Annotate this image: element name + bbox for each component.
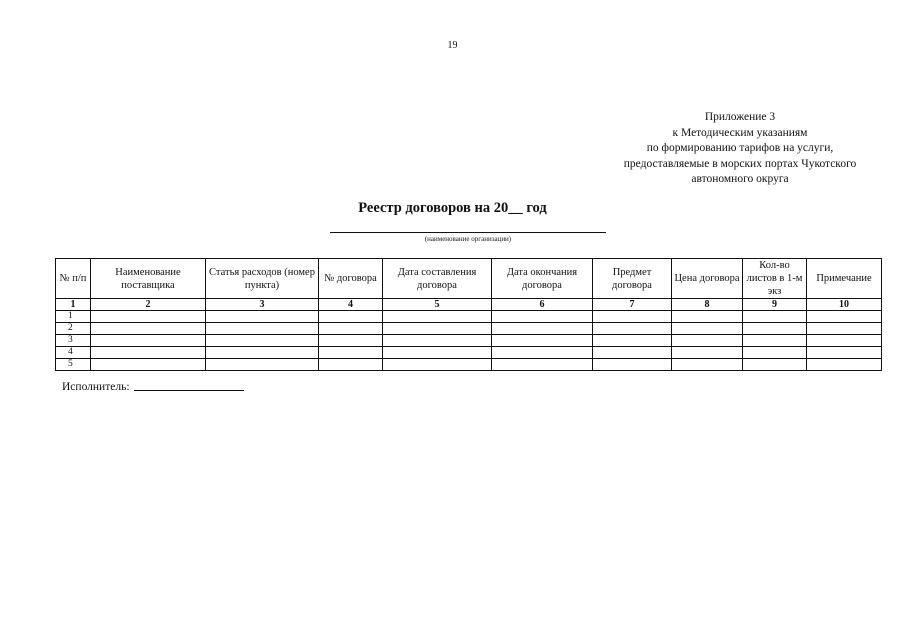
appendix-line: к Методическим указаниям	[672, 126, 808, 139]
header-cell: Кол-во листов в 1-м экз	[743, 259, 807, 299]
empty-cell	[383, 335, 492, 347]
empty-cell	[593, 335, 672, 347]
empty-cell	[593, 347, 672, 359]
empty-cell	[743, 311, 807, 323]
empty-cell	[743, 323, 807, 335]
row-number-cell: 1	[56, 311, 91, 323]
empty-cell	[807, 335, 882, 347]
row-number-cell: 4	[56, 347, 91, 359]
empty-cell	[206, 323, 319, 335]
empty-cell	[492, 359, 593, 371]
header-cell: Дата окончания договора	[492, 259, 593, 299]
empty-cell	[91, 347, 206, 359]
column-number-cell: 10	[807, 299, 882, 311]
empty-cell	[319, 347, 383, 359]
empty-cell	[492, 335, 593, 347]
appendix-line: предоставляемые в морских портах Чукотского	[623, 157, 857, 170]
empty-cell	[319, 311, 383, 323]
empty-cell	[807, 323, 882, 335]
empty-cell	[319, 359, 383, 371]
empty-cell	[91, 323, 206, 335]
empty-cell	[319, 323, 383, 335]
row-number-cell: 5	[56, 359, 91, 371]
empty-cell	[807, 311, 882, 323]
empty-cell	[383, 311, 492, 323]
column-number-cell: 8	[672, 299, 743, 311]
empty-cell	[383, 359, 492, 371]
column-number-cell: 2	[91, 299, 206, 311]
empty-cell	[91, 359, 206, 371]
empty-cell	[91, 311, 206, 323]
column-number-cell: 7	[593, 299, 672, 311]
empty-cell	[672, 311, 743, 323]
row-number-cell: 3	[56, 335, 91, 347]
table-row	[56, 347, 882, 359]
table-row	[56, 359, 882, 371]
empty-cell	[319, 335, 383, 347]
row-number-cell: 2	[56, 323, 91, 335]
appendix-line: Приложение 3	[704, 111, 776, 123]
document-title: Реестр договоров на 20__ год	[358, 200, 547, 216]
header-cell: № договора	[319, 259, 383, 299]
column-number-cell: 1	[56, 299, 91, 311]
page-number: 19	[447, 40, 458, 51]
empty-cell	[672, 347, 743, 359]
empty-cell	[383, 323, 492, 335]
executor-signature	[62, 381, 244, 393]
empty-cell	[743, 347, 807, 359]
empty-cell	[593, 359, 672, 371]
executor-signature-line	[134, 390, 244, 391]
empty-cell	[743, 359, 807, 371]
header-cell: Примечание	[807, 259, 882, 299]
appendix-block	[600, 110, 880, 188]
table-row	[56, 335, 882, 347]
appendix-line: автономного округа	[691, 173, 789, 185]
empty-cell	[807, 347, 882, 359]
empty-cell	[206, 359, 319, 371]
empty-cell	[206, 311, 319, 323]
empty-cell	[672, 359, 743, 371]
empty-cell	[743, 335, 807, 347]
empty-cell	[593, 311, 672, 323]
empty-cell	[807, 359, 882, 371]
empty-cell	[91, 335, 206, 347]
executor-label: Исполнитель:	[62, 381, 130, 393]
column-number-cell: 4	[319, 299, 383, 311]
table-header-row	[56, 259, 882, 299]
header-cell: Дата составления договора	[383, 259, 492, 299]
empty-cell	[492, 311, 593, 323]
column-number-cell: 3	[206, 299, 319, 311]
organization-name-line	[330, 232, 606, 233]
table-row	[56, 311, 882, 323]
empty-cell	[593, 323, 672, 335]
header-cell: Предмет договора	[593, 259, 672, 299]
empty-cell	[672, 323, 743, 335]
table-row	[56, 323, 882, 335]
empty-cell	[206, 335, 319, 347]
header-cell: Цена договора	[672, 259, 743, 299]
empty-cell	[492, 323, 593, 335]
organization-name-caption: (наименование организации)	[424, 235, 512, 243]
empty-cell	[672, 335, 743, 347]
column-number-cell: 9	[743, 299, 807, 311]
empty-cell	[383, 347, 492, 359]
contracts-registry-table	[55, 258, 882, 371]
header-cell: Статья расходов (номер пункта)	[206, 259, 319, 299]
column-number-cell: 5	[383, 299, 492, 311]
column-numbers-row	[56, 299, 882, 311]
empty-cell	[206, 347, 319, 359]
header-cell: Наименование поставщика	[91, 259, 206, 299]
empty-cell	[492, 347, 593, 359]
appendix-line: по формированию тарифов на услуги,	[646, 142, 834, 154]
header-cell: № п/п	[56, 259, 91, 299]
column-number-cell: 6	[492, 299, 593, 311]
